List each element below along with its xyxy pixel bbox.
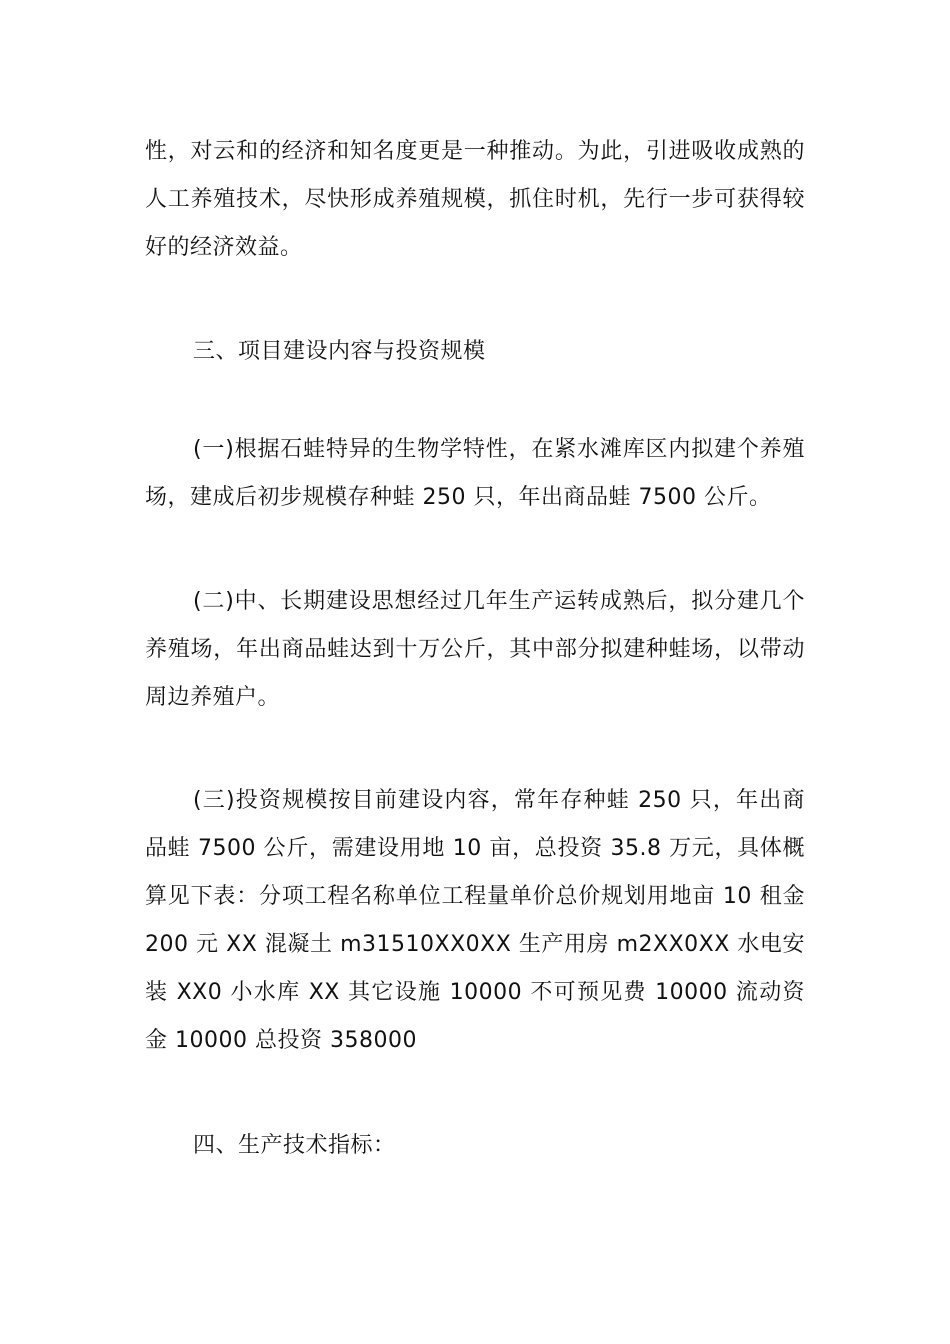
section-heading-3: 三、项目建设内容与投资规模 [193,339,486,364]
paragraph-intro-continuation: 性，对云和的经济和知名度更是一种推动。为此，引进吸收成熟的人工养殖技术，尽快形成养殖规模，抓住时机，先行一步可获得较好的经济效益。 [145,139,805,260]
paragraph-item-2: (二)中、长期建设思想经过几年生产运转成熟后，拟分建几个养殖场，年出商品蛙达到十万公斤，其中部分拟建种蛙场，以带动周边养殖户。 [145,589,805,710]
paragraph-item-3: (三)投资规模按目前建设内容，常年存种蛙 250 只，年出商品蛙 7500 公斤，需建设用地 10 亩，总投资 35.8 万元，具体概算见下表：分项工程名称单位工程量单价总价规划用地亩 10 租金 200 元 XX 混凝土 m31510XX0XX 生产用房 m2XX0XX 水电安装 XX0 小水库 XX 其它设施 10000 不可预见费 10000 流动资金 10000 总投资 358000 [145,788,805,1053]
paragraph-item-1: (一)根据石蛙特异的生物学特性，在紧水滩库区内拟建个养殖场，建成后初步规模存种蛙 250 只，年出商品蛙 7500 公斤。 [145,437,805,510]
section-heading-4: 四、生产技术指标： [193,1133,396,1158]
